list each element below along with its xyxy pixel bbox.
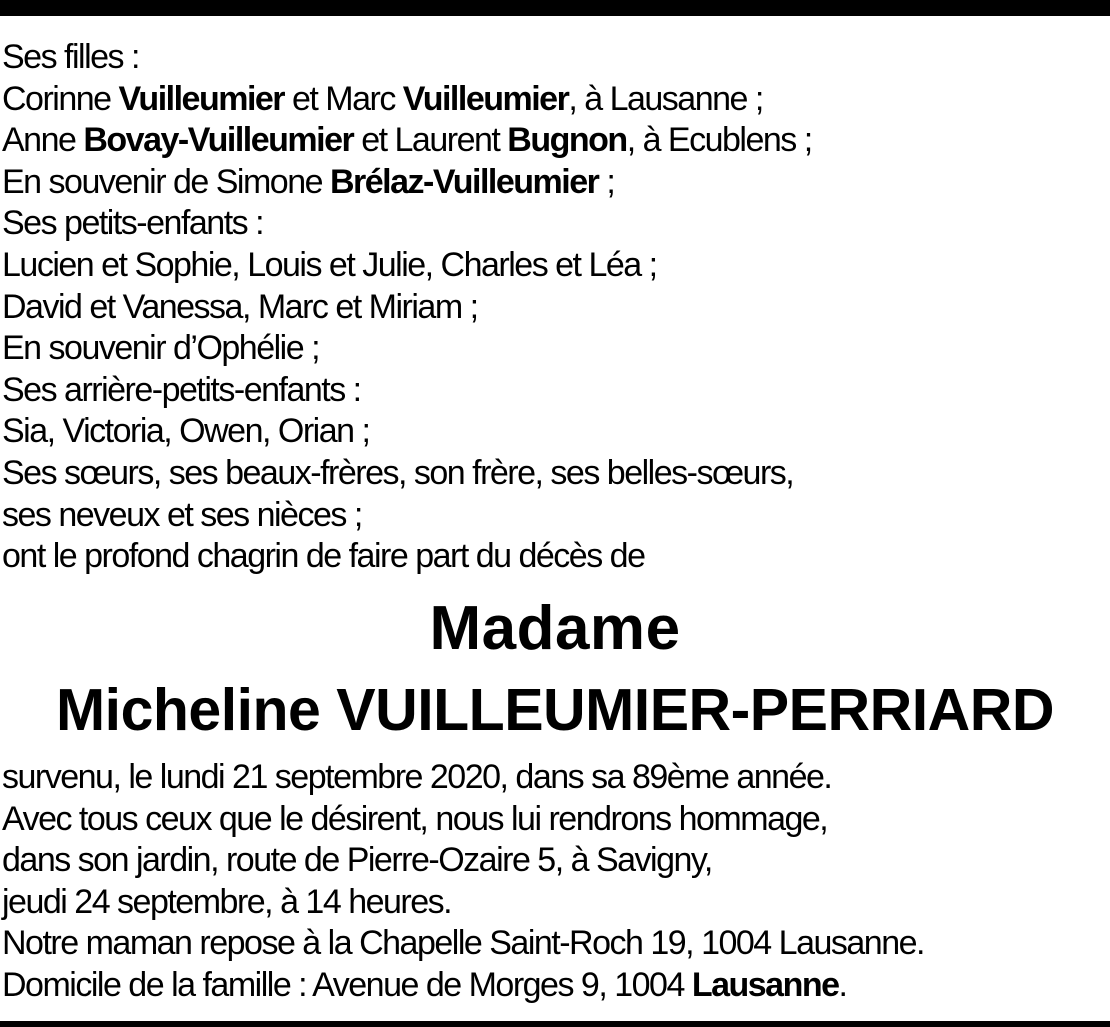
family-line-simone: [2, 162, 812, 204]
location-text: , à Ecublens ;: [626, 121, 812, 160]
resting-place-line: Notre maman repose à la Chapelle Saint-Roch 19, 1004 Lausanne.: [2, 924, 924, 963]
grandchildren-line-1: Lucien et Sophie, Louis et Julie, Charles et Léa ;: [2, 245, 657, 284]
great-grandchildren-heading: Ses arrière-petits-enfants :: [2, 370, 361, 409]
surname: Bugnon: [507, 121, 627, 160]
grandchildren-line-2: David et Vanessa, Marc et Miriam ;: [2, 287, 478, 326]
surname: Vuilleumier: [118, 79, 285, 118]
city-name: Lausanne: [691, 965, 839, 1004]
venue-line: dans son jardin, route de Pierre-Ozaire 5, à Savigny,: [2, 841, 712, 880]
connector-text: et Laurent: [353, 121, 508, 160]
ceremony-details: [2, 757, 924, 1007]
family-line-anne: [2, 120, 812, 162]
memory-ophelie: En souvenir d’Ophélie ;: [2, 329, 320, 368]
grandchildren-heading: Ses petits-enfants :: [2, 204, 264, 243]
family-address-line: [2, 965, 924, 1007]
surname: Brélaz-Vuilleumier: [329, 162, 599, 201]
announcement-line: ont le profond chagrin de faire part du décès de: [2, 537, 645, 576]
family-list: [2, 37, 812, 578]
punctuation-text: ;: [598, 162, 615, 201]
bottom-rule: [0, 1021, 1110, 1027]
address-text: Domicile de la famille : Avenue de Morges 9, 1004: [2, 965, 692, 1004]
given-name: Corinne: [2, 79, 119, 118]
connector-text: et Marc: [284, 79, 403, 118]
siblings-line: Ses sœurs, ses beaux-frères, son frère, ses belles-sœurs,: [2, 453, 794, 492]
top-rule: [0, 0, 1110, 16]
great-grandchildren-line: Sia, Victoria, Owen, Orian ;: [2, 412, 370, 451]
tribute-line: Avec tous ceux que le désirent, nous lui rendrons hommage,: [2, 799, 828, 838]
family-line-corinne: [2, 79, 812, 121]
punctuation-text: .: [838, 965, 847, 1004]
nephews-line: ses neveux et ses nièces ;: [2, 495, 362, 534]
surname: Vuilleumier: [402, 79, 569, 118]
location-text: , à Lausanne ;: [568, 79, 763, 118]
honorific-title: Madame: [429, 594, 681, 663]
given-name: Anne: [2, 121, 84, 160]
ceremony-time-line: jeudi 24 septembre, à 14 heures.: [2, 882, 452, 921]
daughters-heading: Ses filles :: [2, 38, 139, 76]
deceased-name: Micheline VUILLEUMIER-PERRIARD: [56, 677, 1054, 743]
memory-text: En souvenir de Simone: [2, 162, 330, 201]
surname: Bovay-Vuilleumier: [83, 121, 354, 160]
death-date-line: survenu, le lundi 21 septembre 2020, dans sa 89ème année.: [2, 758, 832, 796]
